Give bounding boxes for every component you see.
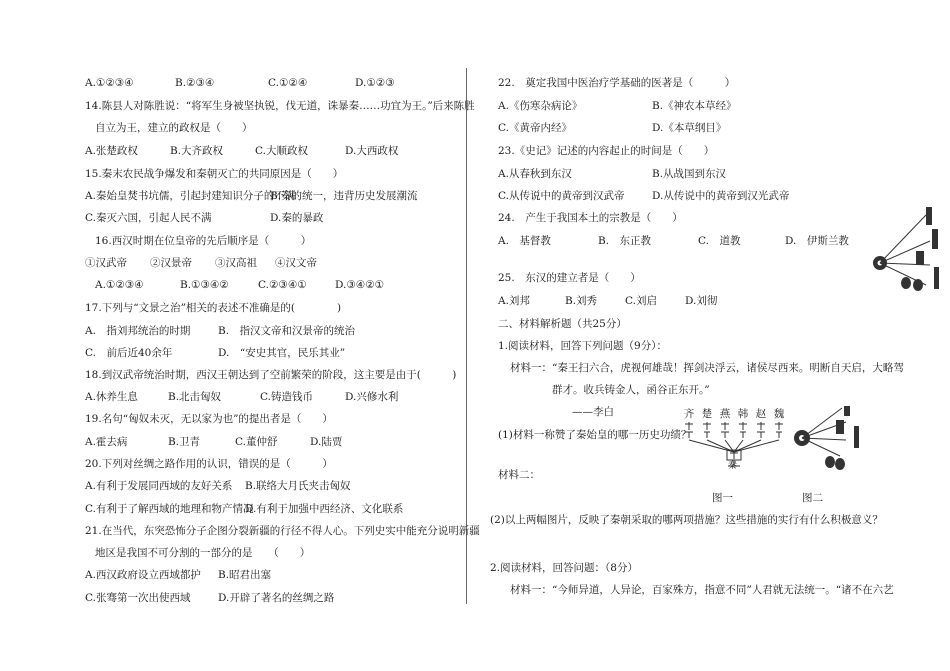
q15-option-a: A.秦始皇焚书坑儒，引起封建知识分子的不满 [85,190,296,202]
q14-option-b: B.大齐政权 [170,145,224,157]
q16-item-2: ②汉景帝 [150,257,192,269]
section-2-heading: 二、材料解析题（共25分） [498,318,627,330]
state-chu: 楚 [701,408,713,420]
q20-option-b: B.联络大月氏夹击匈奴 [245,480,351,492]
q14-option-a: A.张楚政权 [85,145,138,157]
q16-option-b: B.①③④② [180,279,229,291]
q17-option-c: C. 前后近40余年 [85,347,173,359]
q19-option-d: D.陆贾 [310,436,343,448]
q25-option-c: C.刘启 [625,295,657,307]
q18-option-d: D.兴修水利 [345,391,399,403]
material-1-text: 材料一：“秦王扫六合，虎视何雄哉！挥剑决浮云，诸侯尽西来。明断自天启，大略驾 [510,362,904,374]
q14-option-d: D.大西政权 [345,145,399,157]
q21-option-d: D.开辟了著名的丝绸之路 [218,592,335,604]
q23-option-a: A.从春秋到东汉 [498,168,572,180]
state-qi: 齐 [683,408,695,420]
q25-option-a: A.刘邦 [498,295,530,307]
q17-option-a: A. 指刘邦统治的时期 [85,325,191,337]
q23-stem: 23.《史记》记述的内容起止的时间是（ ） [498,145,715,157]
q25-stem: 25. 东汉的建立者是（ ） [498,272,641,284]
material-1-question-2: (2)以上两幅图片，反映了秦朝采取的哪两项措施？这些措施的实行有什么积极意义？ [490,514,883,526]
q24-option-a: A. 基督教 [498,235,551,247]
state-yan: 燕 [719,408,731,420]
q16-item-1: ①汉武帝 [85,257,127,269]
state-qin: 秦 [728,461,738,471]
q21-stem: 21.在当代，东突恐怖分子企图分裂新疆的行径不得人心。下列史实中能充分说明新疆 [85,525,480,537]
q14-option-c: C.大顺政权 [255,145,308,157]
q13-option-d: D.①②③ [355,77,395,89]
q16-item-4: ④汉文帝 [275,257,317,269]
q22-stem: 22. 奠定我国中医治疗学基础的医著是（ ） [498,77,736,89]
state-han: 韩 [737,408,749,420]
q17-stem: 17.下列与“文景之治”相关的表述不准确是的( ) [85,302,342,314]
figure-1-script-chart [680,408,788,472]
figure-2-caption: 图二 [802,492,823,504]
q24-option-c: C. 道教 [698,235,741,247]
state-wei: 魏 [773,408,785,420]
q20-option-a: A.有利于发展同西域的友好关系 [85,480,233,492]
q15-option-b: B.秦的统一，违背历史发展潮流 [270,190,418,202]
q19-option-b: B.卫青 [168,436,201,448]
q25-option-d: D.刘彻 [685,295,718,307]
q15-stem: 15.秦末农民战争爆发和秦朝灭亡的共同原因是（ ） [85,168,344,180]
q24-stem: 24. 产生于我国本土的宗教是（ ） [498,212,683,224]
figure-1-caption: 图一 [712,492,733,504]
q19-stem: 19.名句“匈奴未灭，无以家为也”的提出者是（ ） [85,413,333,425]
q20-stem: 20.下列对丝绸之路作用的认识，错误的是（ ） [85,458,333,470]
state-zhao: 赵 [755,408,767,420]
column-divider [466,68,467,604]
q18-stem: 18.到汉武帝统治时期，西汉王朝达到了空前繁荣的阶段，这主要是由于( ) [85,369,457,381]
q16-option-a: A.①②③④ [95,279,144,291]
q15-option-d: D.秦的暴政 [270,212,324,224]
q22-option-c: C.《黄帝内经》 [498,122,572,134]
q24-option-d: D. 伊斯兰教 [785,235,849,247]
q21-option-a: A.西汉政府设立西域都护 [85,569,201,581]
q23-option-d: D.从传说中的黄帝到汉光武帝 [652,190,790,202]
q18-option-a: A.休养生息 [85,391,138,403]
q22-option-b: B.《神农本草经》 [652,100,737,112]
q21-option-b: B.昭君出塞 [218,569,272,581]
material-1-question-1: (1)材料一称赞了秦始皇的哪一历史功绩？ [498,429,692,441]
q23-option-b: B.从战国到东汉 [652,168,727,180]
q14-stem: 14.陈县人对陈胜说：“将军生身被坚执锐，伐无道，诛暴秦……功宜为王。”后来陈胜 [85,100,475,112]
q25-option-b: B.刘秀 [565,295,598,307]
q23-option-c: C.从传说中的黄帝到汉武帝 [498,190,625,202]
material-2-label: 材料二： [498,469,540,481]
material-1-text-cont: 群才。收兵铸金人，函谷正东开。” [552,384,710,396]
q19-option-a: A.霍去病 [85,436,128,448]
material-1-title: 1.阅读材料，回答下列问题（9分）： [498,340,667,352]
q21-stem-cont: 地区是我国不可分割的一部分的是 （ ） [95,547,311,559]
q16-stem: 16.西汉时期在位皇帝的先后顺序是（ ） [95,235,312,247]
q20-option-c: C.有利于了解西域的地理和物产情况 [85,503,254,515]
material-2-text: 材料一：“今师异道，人异论，百家殊方，指意不同”人君就无法统一。“诸不在六艺 [510,584,894,596]
q22-option-a: A.《伤寒杂病论》 [498,100,583,112]
q16-item-3: ③汉高祖 [215,257,257,269]
q17-option-b: B. 指汉文帝和汉景帝的统治 [218,325,356,337]
q18-option-c: C.铸造钱币 [260,391,313,403]
q15-option-c: C.秦灭六国，引起人民不满 [85,212,212,224]
q21-option-c: C.张骞第一次出使西域 [85,592,191,604]
q17-option-d: D. “安史其官，民乐其业” [218,347,346,359]
q16-option-c: C.②③④① [258,279,307,291]
q24-option-b: B. 东正教 [598,235,652,247]
material-2-title: 2.阅读材料，回答问题：（8分） [490,562,638,574]
q18-option-b: B.北击匈奴 [168,391,222,403]
margin-figure-fragment [870,205,950,295]
figure-2-road-image [784,404,868,476]
q13-option-c: C.①②④ [268,77,308,89]
q19-option-c: C.董仲舒 [235,436,278,448]
material-1-source: ——李白 [572,406,614,418]
q14-stem-cont: 自立为王，建立的政权是（ ） [95,122,253,134]
q13-option-a: A.①②③④ [85,77,134,89]
q22-option-d: D.《本草纲目》 [652,122,727,134]
q16-option-d: D.③④②① [335,279,385,291]
q13-option-b: B.②③④ [175,77,215,89]
q20-option-d: D.有利于加强中西经济、文化联系 [245,503,404,515]
